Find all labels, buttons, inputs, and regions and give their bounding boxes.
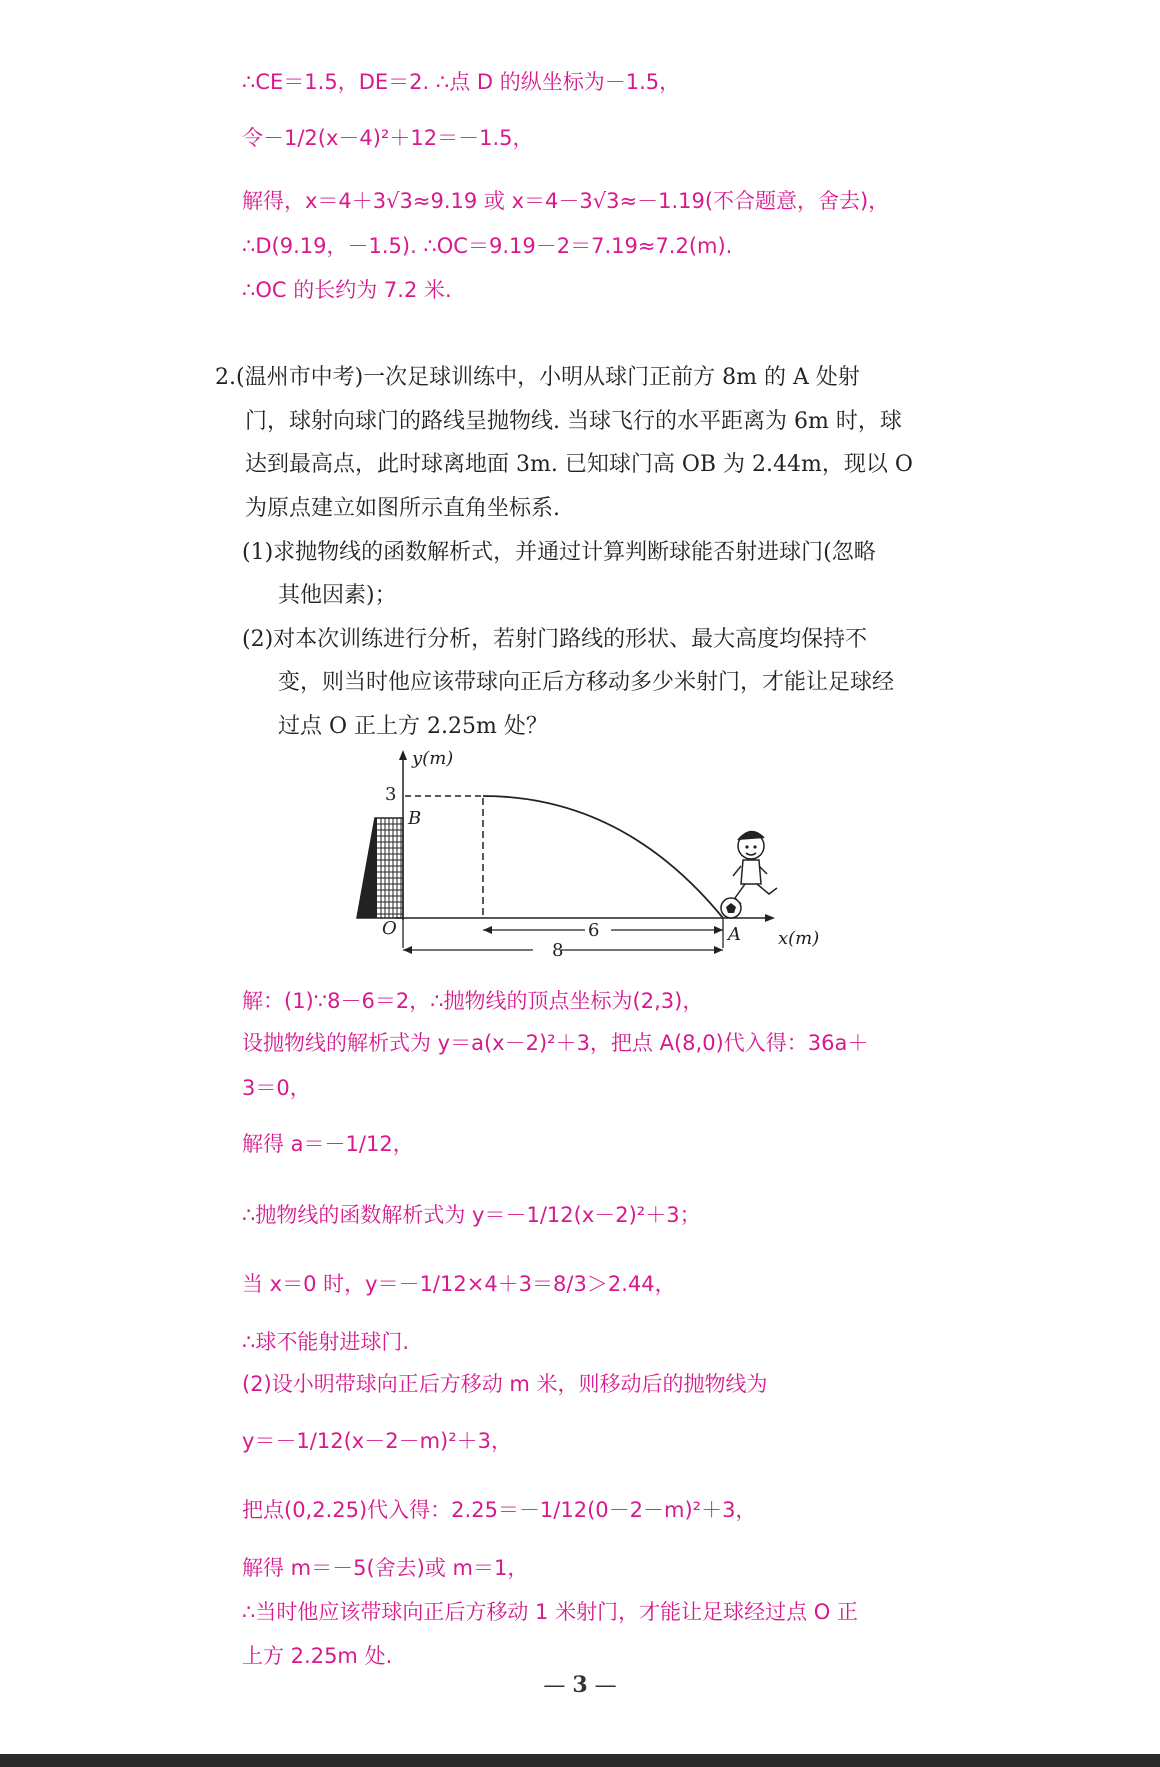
solution-line: 把点(0,2.25)代入得：2.25＝－1/12(0－2－m)²＋3， xyxy=(242,1498,757,1522)
solution-line: ∴D(9.19，－1.5). ∴OC＝9.19－2＝7.19≈7.2(m). xyxy=(242,234,733,258)
arrow-right-icon xyxy=(714,926,723,934)
solution-line: (2)设小明带球向正后方移动 m 米，则移动后的抛物线为 xyxy=(242,1372,768,1396)
arrow-left-icon xyxy=(403,946,412,954)
problem-line: 其他因素)； xyxy=(278,583,397,608)
x-axis-label: x(m) xyxy=(778,928,820,949)
y-axis-arrow-icon xyxy=(399,750,407,760)
dimension-label-8: 8 xyxy=(552,940,564,961)
solution-line: 3＝0， xyxy=(242,1076,311,1100)
problem-line: 2.(温州市中考)一次足球训练中，小明从球门正前方 8m 的 A 处射 xyxy=(215,365,860,390)
solution-line: 解得，x＝4＋3√3≈9.19 或 x＝4－3√3≈－1.19(不合题意，舍去)， xyxy=(242,189,890,213)
solution-line: ∴CE＝1.5，DE＝2. ∴点 D 的纵坐标为－1.5， xyxy=(242,70,681,94)
tick-label-3: 3 xyxy=(385,784,397,805)
problem-line: (1)求抛物线的函数解析式，并通过计算判断球能否射进球门(忽略 xyxy=(242,540,876,565)
arrow-left-icon xyxy=(483,926,492,934)
boy-player-icon xyxy=(733,831,777,904)
solution-line: 令－1/2(x－4)²＋12＝－1.5， xyxy=(242,126,534,150)
solution-line: y＝－1/12(x－2－m)²＋3， xyxy=(242,1429,512,1453)
ball-trajectory xyxy=(483,796,723,918)
problem-line: 门，球射向球门的路线呈抛物线. 当球飞行的水平距离为 6m 时，球 xyxy=(245,409,902,434)
goal-net xyxy=(357,818,403,918)
bottom-bar xyxy=(0,1754,1160,1767)
problem-line: 过点 O 正上方 2.25m 处？ xyxy=(278,714,548,739)
problem-line: 为原点建立如图所示直角坐标系. xyxy=(245,496,560,521)
x-axis-arrow-icon xyxy=(765,914,775,922)
point-label-b: B xyxy=(408,808,422,829)
solution-line: ∴球不能射进球门. xyxy=(242,1330,410,1354)
solution-line: 解得 m＝－5(舍去)或 m＝1， xyxy=(242,1556,529,1580)
y-axis-label: y(m) xyxy=(412,748,454,769)
problem-line: 达到最高点，此时球离地面 3m. 已知球门高 OB 为 2.44m，现以 O xyxy=(245,452,913,477)
solution-line: ∴当时他应该带球向正后方移动 1 米射门，才能让足球经过点 O 正 xyxy=(242,1600,858,1624)
solution-line: ∴抛物线的函数解析式为 y＝－1/12(x－2)²＋3； xyxy=(242,1203,701,1227)
solution-line: 设抛物线的解析式为 y＝a(x－2)²＋3，把点 A(8,0)代入得：36a＋ xyxy=(242,1031,869,1055)
solution-line: 上方 2.25m 处. xyxy=(242,1644,393,1668)
solution-line: ∴OC 的长约为 7.2 米. xyxy=(242,278,452,302)
arrow-right-icon xyxy=(714,946,723,954)
origin-label-o: O xyxy=(382,918,397,939)
solution-line: 解得 a＝－1/12， xyxy=(242,1132,414,1156)
page-number: — 3 — xyxy=(543,1672,617,1698)
solution-line: 解：(1)∵8－6＝2，∴抛物线的顶点坐标为(2,3)， xyxy=(242,989,704,1013)
point-label-a: A xyxy=(728,924,741,945)
solution-line: 当 x＝0 时，y＝－1/12×4＋3＝8/3＞2.44， xyxy=(242,1272,676,1296)
dimension-label-6: 6 xyxy=(588,920,600,941)
problem-line: 变，则当时他应该带球向正后方移动多少米射门，才能让足球经 xyxy=(278,670,895,695)
page-number-value: 3 xyxy=(572,1672,588,1698)
problem-line: (2)对本次训练进行分析，若射门路线的形状、最大高度均保持不 xyxy=(242,627,868,652)
